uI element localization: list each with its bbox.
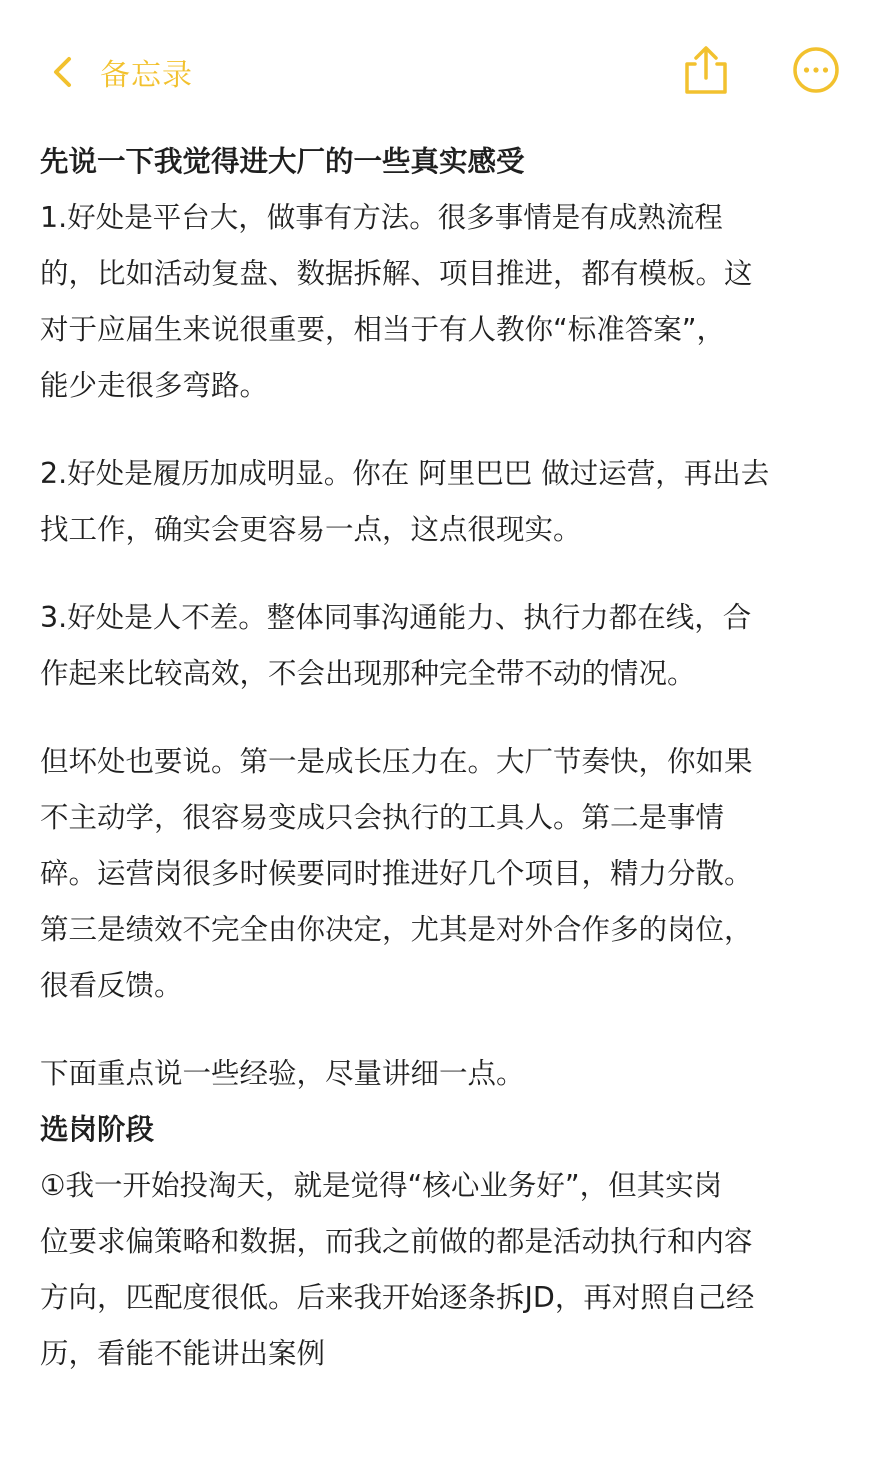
more-button[interactable] bbox=[792, 46, 840, 94]
paragraph-gap bbox=[40, 414, 840, 446]
note-line: 碎。运营岗很多时候要同时推进好几个项目，精力分散。 bbox=[40, 857, 753, 890]
section-heading: 选岗阶段 bbox=[40, 1113, 155, 1146]
paragraph-gap bbox=[40, 558, 840, 590]
note-line: 方向，匹配度很低。后来我开始逐条拆JD，再对照自己经 bbox=[40, 1281, 755, 1314]
note-line: 不主动学，很容易变成只会执行的工具人。第二是事情 bbox=[40, 801, 725, 834]
note-line: 下面重点说一些经验，尽量讲细一点。 bbox=[40, 1057, 525, 1090]
note-line: 1.好处是平台大，做事有方法。很多事情是有成熟流程 bbox=[40, 201, 723, 234]
navigation-bar bbox=[0, 0, 880, 140]
note-line: 但坏处也要说。第一是成长压力在。大厂节奏快，你如果 bbox=[40, 745, 753, 778]
note-line: 2.好处是履历加成明显。你在 阿里巴巴 做过运营，再出去 bbox=[40, 457, 770, 490]
back-button[interactable] bbox=[44, 44, 193, 100]
paragraph-gap bbox=[40, 702, 840, 734]
note-line: 找工作，确实会更容易一点，这点很现实。 bbox=[40, 513, 582, 546]
note-line: 位要求偏策略和数据，而我之前做的都是活动执行和内容 bbox=[40, 1225, 753, 1258]
note-line: 3.好处是人不差。整体同事沟通能力、执行力都在线，合 bbox=[40, 601, 752, 634]
note-line: 的，比如活动复盘、数据拆解、项目推进，都有模板。这 bbox=[40, 257, 753, 290]
share-icon bbox=[682, 44, 730, 96]
paragraph-gap bbox=[40, 1014, 840, 1046]
back-label: 备忘录 bbox=[100, 58, 193, 93]
share-button[interactable] bbox=[682, 44, 730, 96]
note-body[interactable] bbox=[40, 134, 840, 1382]
more-icon bbox=[792, 46, 840, 94]
chevron-left-icon bbox=[44, 52, 84, 92]
note-line: ①我一开始投淘天，就是觉得“核心业务好”，但其实岗 bbox=[40, 1169, 723, 1202]
note-line: 第三是绩效不完全由你决定，尤其是对外合作多的岗位， bbox=[40, 913, 753, 946]
note-line: 能少走很多弯路。 bbox=[40, 369, 269, 402]
note-line: 很看反馈。 bbox=[40, 969, 183, 1002]
note-heading: 先说一下我觉得进大厂的一些真实感受 bbox=[40, 145, 525, 178]
note-line: 对于应届生来说很重要，相当于有人教你“标准答案”， bbox=[40, 313, 726, 346]
note-line: 作起来比较高效，不会出现那种完全带不动的情况。 bbox=[40, 657, 696, 690]
note-line: 历，看能不能讲出案例 bbox=[40, 1337, 326, 1370]
